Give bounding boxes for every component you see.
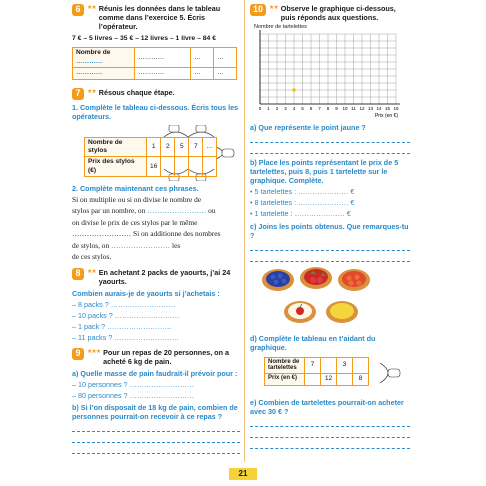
table-cell[interactable]: …	[214, 67, 237, 79]
x-tick-label: 16	[393, 106, 399, 111]
table-cell[interactable]	[337, 373, 353, 385]
answer-line[interactable]: • 8 tartelettes : ………………… €	[250, 198, 355, 207]
exercise-10-table[interactable]	[264, 357, 369, 386]
x-tick-label: 12	[359, 106, 365, 111]
answer-line[interactable]: – 8 packs ? ………………………	[72, 299, 176, 309]
answer-line[interactable]	[72, 423, 240, 432]
answer-line[interactable]	[72, 445, 240, 454]
exercise-6-header	[72, 4, 240, 31]
exercise-number: 9	[72, 348, 84, 360]
table-cell: 7	[305, 358, 321, 374]
row-label: Nombre de stylos	[85, 137, 147, 156]
answer-line[interactable]	[72, 434, 240, 443]
difficulty-stars: ★★	[87, 5, 96, 11]
row-label: …………	[73, 67, 135, 79]
table-cell[interactable]	[175, 157, 189, 176]
exercise-10-header	[250, 4, 410, 22]
difficulty-stars: ★★★	[87, 348, 101, 355]
table-cell: 2	[161, 137, 175, 156]
x-tick-label: 3	[284, 106, 287, 111]
x-tick-label: 9	[335, 106, 338, 111]
x-tick-label: 15	[384, 106, 391, 111]
question-a: a) Quelle masse de pain faudrait-il prévoir pour :	[72, 368, 238, 378]
question-b: b) Si l’on disposait de 18 kg de pain, combien de personnes pourrait-on recevoir à ce repas ?	[72, 402, 238, 421]
answer-line[interactable]: – 80 personnes ? ………………………	[72, 390, 195, 400]
exercise-6-data: 7 € – 5 livres – 35 € – 12 livres – 1 livre – 84 €	[72, 35, 216, 42]
table-cell[interactable]: …………	[135, 48, 191, 67]
row-label: Nombre de tartelettes	[265, 358, 305, 374]
question: Combien aurais-je de yaourts si j’achetais :	[72, 288, 220, 298]
row-label: Prix (en €)	[265, 373, 305, 385]
question-a: a) Que représente le point jaune ?	[250, 123, 366, 132]
question-1: 1. Complète le tableau ci-dessous. Écris tous les opérateurs.	[72, 102, 239, 121]
exercise-title: En achetant 2 packs de yaourts, j’ai 24 yaourts.	[98, 267, 231, 286]
tartelettes-icon	[250, 266, 410, 332]
operator-arrow	[378, 357, 418, 393]
left-column	[72, 0, 240, 454]
row-label: Prix des stylos (€)	[85, 157, 147, 176]
x-tick-label: 1	[267, 106, 270, 111]
answer-line[interactable]: – 10 packs ? ………………………	[72, 310, 180, 320]
table-cell: 12	[321, 373, 337, 385]
x-tick-label: 5	[301, 106, 304, 111]
tartelettes-illustration	[250, 266, 410, 332]
answer-line[interactable]: • 5 tartelettes : ………………… €	[250, 187, 355, 196]
question-c: c) Joins les points obtenus. Que remarques-tu ?	[250, 222, 409, 240]
table-cell: 7	[189, 137, 203, 156]
x-axis-label: Prix (en €)	[374, 113, 398, 119]
answer-line[interactable]	[250, 253, 410, 262]
table-cell: 8	[353, 373, 369, 385]
difficulty-stars: ★★	[87, 268, 96, 275]
right-column	[250, 0, 410, 449]
table-cell[interactable]	[161, 157, 175, 176]
table-cell[interactable]	[203, 157, 217, 176]
x-tick-label: 2	[275, 106, 279, 111]
table-cell: 3	[337, 358, 353, 374]
answer-line[interactable]: – 11 packs ? ………………………	[72, 332, 179, 342]
exercise-7-table-wrap	[72, 125, 240, 181]
table-cell[interactable]	[353, 358, 369, 374]
answer-line[interactable]: – 1 pack ? ………………………	[72, 321, 172, 331]
answer-line[interactable]: – 10 personnes ? ………………………	[72, 379, 195, 389]
x-tick-label: 4	[292, 106, 296, 111]
question-e: e) Combien de tartelettes pourrait-on acheter avec 30 € ?	[250, 398, 404, 416]
table-cell[interactable]: …	[191, 48, 214, 67]
exercise-number: 10	[250, 4, 266, 16]
question-2: 2. Complète maintenant ces phrases.	[72, 183, 199, 193]
exercise-10-table-wrap	[250, 355, 410, 395]
exercise-6-table[interactable]	[72, 47, 237, 79]
question-b: b) Place les points représentant le prix de 5 tartelettes, puis 8, puis 1 tartelette sur le graphique. Complète.	[250, 158, 399, 185]
table-cell[interactable]	[189, 157, 203, 176]
exercise-title: Résous chaque étape.	[98, 87, 175, 97]
exercise-number: 8	[72, 268, 84, 280]
x-tick-label: 6	[309, 106, 313, 111]
x-tick-label: 7	[318, 106, 321, 111]
x-tick-label: 10	[342, 106, 348, 111]
x-tick-label: 0	[258, 106, 262, 111]
difficulty-stars: ★★	[269, 5, 278, 11]
page-number: 21	[229, 468, 257, 480]
chart-area	[250, 24, 410, 120]
answer-line[interactable]	[250, 145, 410, 154]
table-cell: 1	[147, 137, 161, 156]
y-axis-label: Nombre de tartelettes	[254, 24, 307, 30]
exercise-title: Observe le graphique ci-dessous, puis réponds aux questions.	[280, 4, 396, 22]
table-cell[interactable]: …	[191, 67, 214, 79]
x-tick-label: 14	[376, 106, 382, 111]
exercise-number: 6	[72, 4, 84, 16]
table-cell: 16	[147, 157, 161, 176]
exercise-8-header	[72, 268, 240, 286]
question-d: d) Complète le tableau en t’aidant du graphique.	[250, 334, 376, 352]
table-cell[interactable]: …	[214, 48, 237, 67]
row-label: Nombre de …………	[73, 48, 135, 67]
x-tick-label: 11	[351, 106, 356, 111]
table-cell: 5	[175, 137, 189, 156]
exercise-7-table[interactable]	[84, 137, 217, 177]
graph[interactable]	[250, 28, 410, 120]
answer-line[interactable]	[250, 440, 410, 449]
exercise-7-header	[72, 88, 240, 100]
answer-line[interactable]	[250, 429, 410, 438]
answer-line[interactable]	[250, 134, 410, 143]
exercise-9-header	[72, 348, 240, 366]
x-tick-label: 13	[367, 106, 374, 111]
fill-in-sentences: Si on multiplie ou si on divise le nombre de stylos par un nombre, on …………………… ou on divise le prix de ces stylos par le même …………………… Si on additionne des nombres de stylos, on …………………… les de ces stylos.	[72, 194, 221, 262]
column-divider	[244, 0, 245, 462]
table-cell[interactable]: …	[203, 137, 217, 156]
exercise-title: Réunis les données dans le tableau comme dans l’exercice 5. Écris l’opérateur.	[98, 4, 221, 31]
answer-line[interactable]	[250, 418, 410, 427]
x-tick-label: 8	[326, 106, 330, 111]
exercise-title: Pour un repas de 20 personnes, on a acheté 6 kg de pain.	[103, 347, 229, 366]
table-cell[interactable]: …………	[135, 67, 191, 79]
difficulty-stars: ★★	[87, 88, 96, 95]
data-point	[292, 88, 296, 92]
table-cell[interactable]	[321, 358, 337, 374]
answer-line[interactable]: • 1 tartelette : ………………… €	[250, 209, 351, 218]
answer-line[interactable]	[250, 242, 410, 251]
table-cell[interactable]	[305, 373, 321, 385]
exercise-number: 7	[72, 88, 84, 100]
